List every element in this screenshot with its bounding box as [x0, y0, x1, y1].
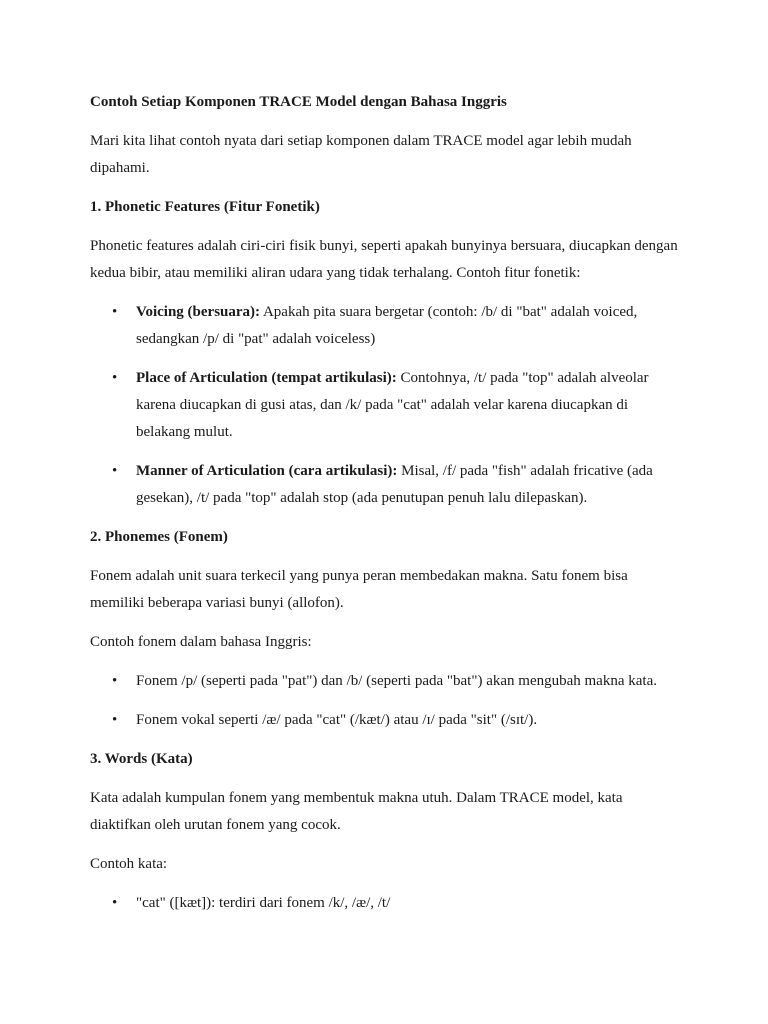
phonetic-feature-list [90, 299, 680, 512]
intro-paragraph: Mari kita lihat contoh nyata dari setiap komponen dalam TRACE model agar lebih mudah dipahami. [90, 133, 632, 176]
list-item-text: Contohnya, /t/ pada "top" adalah alveolar karena diucapkan di gusi atas, dan /k/ pada "cat" adalah velar karena diucapkan di belakang mulut. [136, 370, 649, 440]
phonemes-example-intro: Contoh fonem dalam bahasa Inggris: [90, 634, 312, 650]
section-heading-words: 3. Words (Kata) [90, 751, 193, 767]
list-item-text: "cat" ([kæt]): terdiri dari fonem /k/, /æ/, /t/ [136, 895, 391, 911]
list-item [90, 458, 680, 512]
phonemes-description: Fonem adalah unit suara terkecil yang punya peran membedakan makna. Satu fonem bisa memiliki beberapa variasi bunyi (allofon). [90, 568, 628, 611]
phonetic-description: Phonetic features adalah ciri-ciri fisik bunyi, seperti apakah bunyinya bersuara, diucapkan dengan kedua bibir, atau memiliki aliran udara yang tidak terhalang. Contoh fitur fonetik: [90, 238, 678, 281]
section-heading-phonemes: 2. Phonemes (Fonem) [90, 529, 228, 545]
bullet-icon: • [112, 304, 118, 320]
list-item-term: Place of Articulation (tempat artikulasi): [136, 370, 397, 386]
list-item-text: Fonem /p/ (seperti pada "pat") dan /b/ (seperti pada "bat") akan mengubah makna kata. [136, 673, 657, 689]
list-item-term: Voicing (bersuara): [136, 304, 261, 320]
document-title: Contoh Setiap Komponen TRACE Model dengan Bahasa Inggris [90, 94, 507, 110]
bullet-icon: • [112, 895, 118, 911]
words-description: Kata adalah kumpulan fonem yang membentuk makna utuh. Dalam TRACE model, kata diaktifkan oleh urutan fonem yang cocok. [90, 790, 623, 833]
bullet-icon: • [112, 370, 118, 386]
phoneme-example-list [90, 668, 680, 734]
list-item [90, 299, 680, 353]
list-item [90, 707, 680, 734]
word-example-list [90, 890, 680, 917]
list-item [90, 365, 680, 446]
list-item-text: Apakah pita suara bergetar (contoh: /b/ di "bat" adalah voiced, sedangkan /p/ di "pat" adalah voiceless) [136, 304, 638, 347]
bullet-icon: • [112, 463, 118, 479]
list-item-text: Misal, /f/ pada "fish" adalah fricative (ada gesekan), /t/ pada "top" adalah stop (ada penutupan penuh lalu dilepaskan). [136, 463, 653, 506]
list-item-term: Manner of Articulation (cara artikulasi): [136, 463, 398, 479]
list-item [90, 890, 680, 917]
bullet-icon: • [112, 712, 118, 728]
document-page [90, 89, 680, 929]
words-example-intro: Contoh kata: [90, 856, 168, 872]
section-heading-phonetic: 1. Phonetic Features (Fitur Fonetik) [90, 199, 320, 215]
bullet-icon: • [112, 673, 118, 689]
list-item [90, 668, 680, 695]
list-item-text: Fonem vokal seperti /æ/ pada "cat" (/kæt/) atau /ɪ/ pada "sit" (/sɪt/). [136, 712, 538, 728]
